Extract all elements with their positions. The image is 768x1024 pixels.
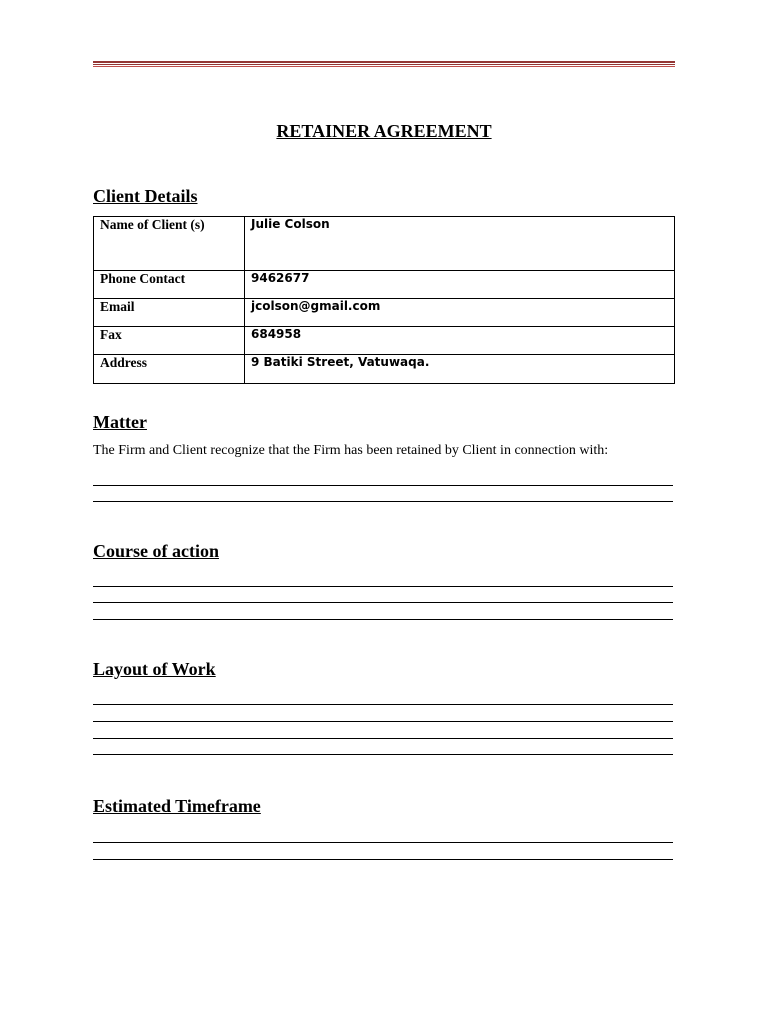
matter-fill-line	[93, 501, 673, 502]
fax-label: Fax	[94, 327, 245, 355]
document-title: RETAINER AGREEMENT	[276, 121, 492, 141]
table-row	[94, 217, 675, 271]
address-value: 9 Batiki Street, Vatuwaqa.	[245, 355, 675, 384]
layout-of-work-fill-line	[93, 754, 673, 755]
estimated-timeframe-fill-line	[93, 842, 673, 843]
layout-of-work-fill-line	[93, 704, 673, 705]
course-of-action-fill-line	[93, 619, 673, 620]
estimated-timeframe-fill-line	[93, 859, 673, 860]
table-row	[94, 355, 675, 384]
email-value: jcolson@gmail.com	[245, 299, 675, 327]
phone-label: Phone Contact	[94, 271, 245, 299]
client-details-heading: Client Details	[93, 186, 198, 206]
client-details-table	[93, 216, 675, 384]
matter-description: The Firm and Client recognize that the Firm has been retained by Client in connection with:	[93, 443, 609, 458]
client-name-value: Julie Colson	[245, 217, 675, 271]
email-label: Email	[94, 299, 245, 327]
matter-fill-line	[93, 485, 673, 486]
course-of-action-fill-line	[93, 586, 673, 587]
table-row	[94, 299, 675, 327]
estimated-timeframe-heading: Estimated Timeframe	[93, 796, 261, 816]
top-rule-1	[93, 61, 675, 63]
course-of-action-fill-line	[93, 602, 673, 603]
phone-value: 9462677	[245, 271, 675, 299]
top-rule-2	[93, 64, 675, 65]
layout-of-work-heading: Layout of Work	[93, 659, 216, 679]
layout-of-work-fill-line	[93, 738, 673, 739]
client-name-label: Name of Client (s)	[94, 217, 245, 271]
layout-of-work-fill-line	[93, 721, 673, 722]
course-of-action-heading: Course of action	[93, 541, 219, 561]
table-row	[94, 271, 675, 299]
fax-value: 684958	[245, 327, 675, 355]
address-label: Address	[94, 355, 245, 384]
table-row	[94, 327, 675, 355]
matter-heading: Matter	[93, 412, 147, 432]
top-rule-3	[93, 66, 675, 67]
